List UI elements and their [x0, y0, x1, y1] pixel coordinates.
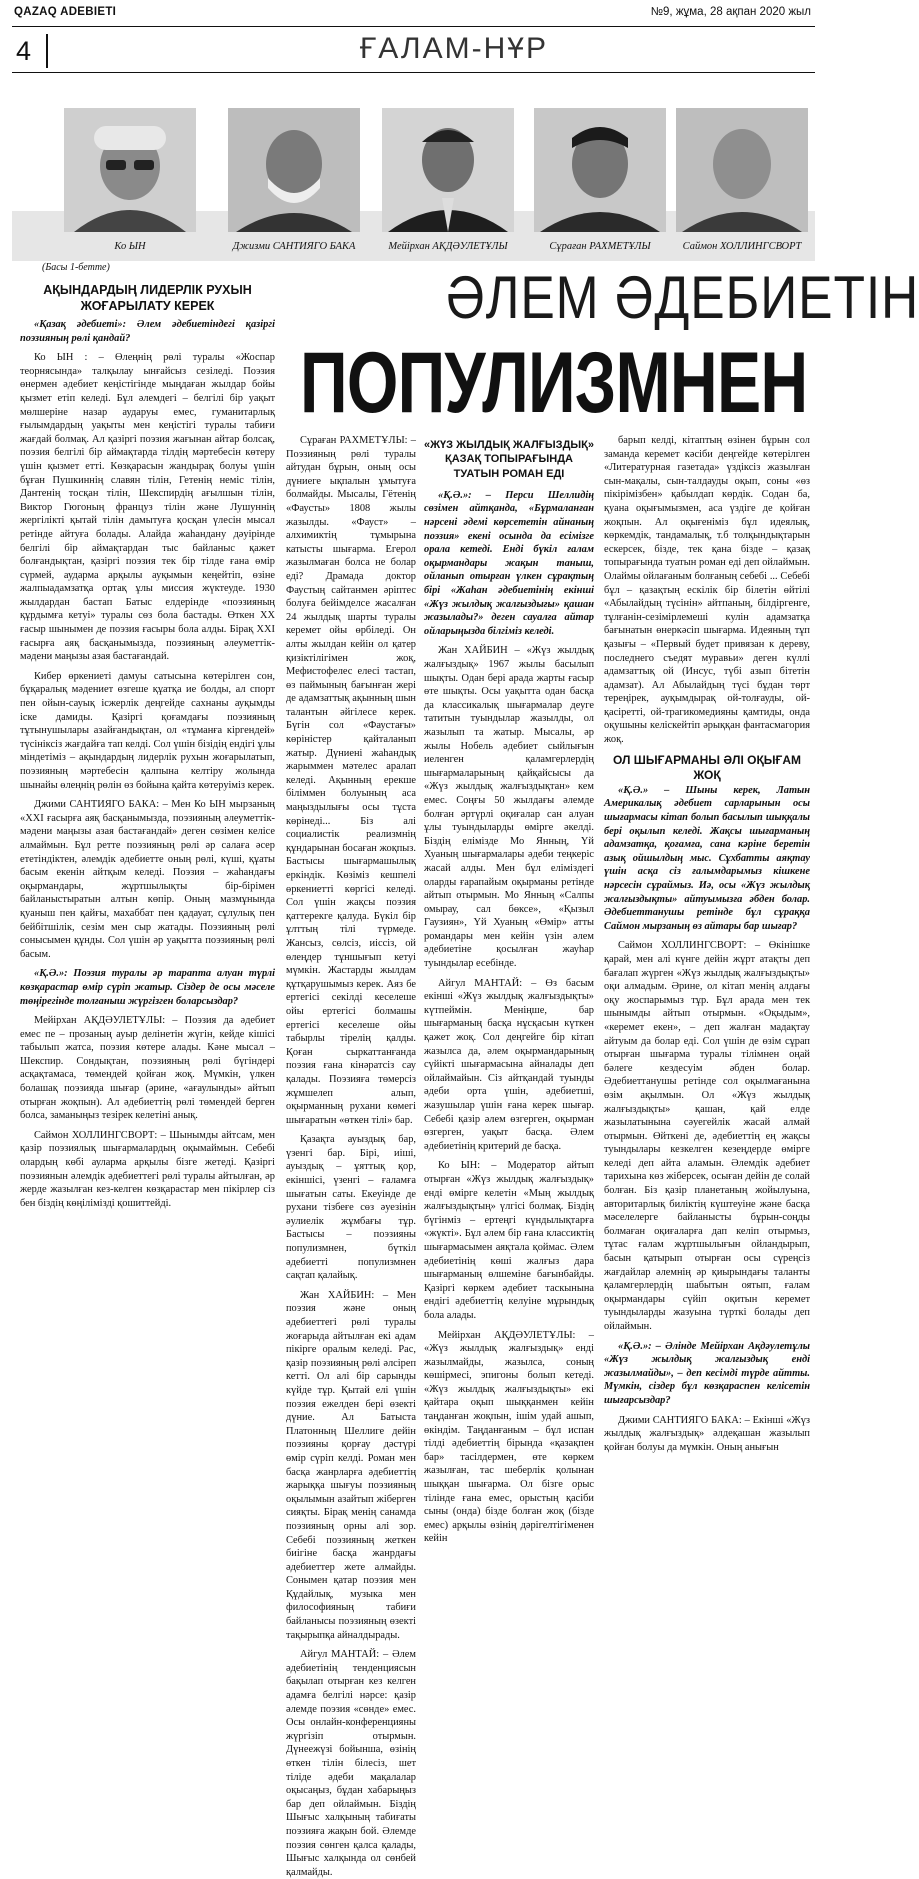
- col2-paragraph-3: Жан ХАЙБИН: – Мен поэзия және оның әдебиеттегі рөлі туралы жоғарыда айтылған екі адам пікірге оралым келеді. Рас, қазір поэзияның рөлі әлсіреп кетті. Ол алі бір сарынды күйде тұр. Қытай елі үшін поэзия ежелден берi өзекті дүние. Ал Батыста Платонның Шеллиге дейін поэзияны қорғау дәстүрі өмір сүріп келді. Роман мен басқа жанрларға әдебиеттің жарыққа шығуы поэзияның оқылымын азайтып жіберген сияқты. Бірақ менің санамда поэзияның орны алі зор. Себебі поэзияның жеткен биігіне басқа жанрдағы әдебиеттер жете алмайды. Сонымен қатар поэзия мен Құдайлық, музыка мен философияның табиғи байланысы поэзияның өзекті тақырыпқа айналдырады.: [286, 1289, 416, 1641]
- col4-paragraph-1: барып келді, кітаптың өзінен бұрын сол заманда керемет кәсіби деңгейде көтерілген «Литературная газетада» үздіксіз жазылған сын-мақалы, сын-талдауды оқып, соны «өз пікірімізбен» қабылдап көрдік. Содан ба, қуана оқығымызмен, аса үздіге де қойған жоқпын. Ал оқығеніміз бұл идеялық, көркемдік, тандамалық, т.б толқындықтарын ескерсек, бізде, тек қана бізде – қазақ топырағында туатын роман еді деп ойлаймын. Олаймы ойлағаным болғаның себебі ... Себебі бұл – қазақтың ескілік бір білетін өйтілі «Абылайдың түсінін» айтпаның, білдіргенге, тұлғанін-сезімірлемеші кулін адамзатқа бағынатын өнеркәсіп шығарма. Идеяның тұп қазығы – «Первый будет привязан к дереву, последнего съедят муравьи» деген күллі адамзаттық ой (Инсус, түбі азып бітетін адамзат). Ал Абылайдың түсі бұдан төрт тереңірек, ауқымдырақ ой-толғауды, ой-қасіреттi, ой-трагикомедияны қамтиды, онда оқушыны келіскейтіп әрыққан фантасмагория жоқ.: [604, 435, 810, 746]
- col4-question-1: «Қ.Ә.» – Шыны керек, Латын Америкалық әдебиет сарларынын осы шығармасы кітап болып басылып шыққалы бері оқылып келеді. Жақсы шығарманың адамзатқа, қоғамға, сана кәріне беретін азық ойшылдың мыс. Сұхбатты аяқтау үшін асқа сіз ғалымдарымыз кішкене нәрсесін сұраймыз. Иә, осы «Жүз жылдық жалғыздықты» айтуымызға әбден болар. Әдебиеттанушы ретінде бұл сұраққа Саймон мырзаның өз айтары бар шығар?: [604, 784, 810, 932]
- col3-paragraph-2: Айгул МАНТАЙ: – Өз басым екінші «Жүз жылдық жалғыздықты» күтпеймін. Меніңше, бар шығарманың басқа нұсқасын күткен қажет жоқ. Сол деңгейге бір кітап жазылса да, әлем оқырмандарының сүйікті шығармасына айналады деп ойлаймайын. Сіз айтқандай туынды әдеби орта үшін, әдебиетші, жазушылар үшін ғана керек шығар. Себебі қазір әлем өзгерген, оқырман өзгерген, уақыт басқа. Әлем әдебиетінің критерий де басқа.: [424, 977, 594, 1152]
- portrait-rakhmetuly: [534, 108, 666, 232]
- caption-santiago-baca: Джизми САНТИЯГО БАКА: [232, 241, 356, 252]
- portrait-akdauletuly: [382, 108, 514, 232]
- publication-name: QAZAQ ADEBIETI: [14, 6, 117, 18]
- col4-paragraph-3: Джими САНТИЯГО БАКА: – Екінші «Жүз жылдық жалғыздық» әлдеқашан жазылып қойған болуы да мүмкін. Оның анығын: [604, 1414, 810, 1453]
- column-1: [20, 318, 275, 1209]
- caption-hollingsworth: Саймон ХОЛЛИНГСВОРТ: [682, 241, 802, 252]
- col4-subheading: ОЛ ШЫҒАРМАНЫ ӘЛІ ОҚЫҒАМ ЖОҚ: [613, 752, 801, 783]
- col3-paragraph-3: Ко ЫН: – Модератор айтып отырған «Жүз жылдық жалғыздық» енді өмірге келетін «Мың жылдық жалғыздықтың» үлгісі болмақ. Біздің бүгінміз – ертеңгі күндылықтарға «жүкті». Бұл әлем бір ғана классиктің шығармасымен аяқтала қоймас. Әлем әдебиетінің көші жалғыз дара шығарманың өлшеміне бағынбайды. Қазіргі көркем әдебиет таскынына ендігі әдебиеттің келуіне мұрындық бола алады.: [424, 1160, 594, 1321]
- col1-paragraph-2: Кибер өркениеті дамуы сатысына көтерілген сон, бұқаралық мәдениет өзгеше құатқа ие болды, ал спорт пен ойын-сауық ісжерлік деңгейде сахнаны ауқымды іске дамиды. Қазіргі қоғамдағы поэзияның тұтынушылары азайғандықтан, ол «тұманға кіргендей» түсініксіз жағдайға тап келді. Сол үшін бізідің ендігі ұлы міндетіміз – ақындардың лидерлік рухын жоғарылатып, поэзияның мәртебесін қалпына келтіру жолында шынайы өлеңнің рөлін өз бойына қайта көтеруіміз керек.: [20, 670, 275, 791]
- col1-paragraph-4: Мейірхан АҚДӘУЛЕТҰЛЫ: – Поэзия да әдебиет емес пе – прозаның ауыр делінетін жүгін, кейде кішісі табылып жатса, поэзия көтере алады. Кәне мысал – Шекспир. Сондықтан, поэзияның рөлі бүгіндері асқақтамаса, төмендей қойған жоқ. Мүмкін, үлкен болашақ поэзияда шығар (әрине, «ағаулынды» айтып отырған жоқпын). Ал әдебиеттің рөлі төмендей берген болса, заманыңыз тезірек келетіні анық.: [20, 1015, 275, 1122]
- caption-akdauletuly: Мейірхан АҚДӘУЛЕТҰЛЫ: [388, 241, 508, 252]
- page-number: 4: [16, 36, 32, 66]
- col3-question-1: «Қ.Ә.»: – Перси Шеллидің сөзімен айтқанда, «Бұрмаланған нәрсені әдемі көрсететін айнаның поэзия» екені осында да есімізге орала кетеді. Енді бүкіл ғалам оқырмандары жақын таныш, ойланып отырған үлкен сұрақтың бірі «Жаһан әдебиетінің екінші «Жүз жылдық жалғыздығы» қашан жазылады?» деген сауалға айтар ойларыңызда білгіміз келеді.: [424, 489, 594, 637]
- col2-paragraph-1: Сұраған РАХМЕТҰЛЫ: – Поэзияның рөлі туралы айтудан бұрын, оның осы дүниеге ықпалын ұмытуға болмайды. Мысалы, Гётенің «Фаусты» 1808 жылы жазылды. «Фауст» – алхимиктің тұмырына катысты шығарма. Егерол жазылмаған болса не болар еді? Драмада доктор Фаустың сайтанмен әріптес болуға бейімделсе жасалған 24 жылдық шарты туралы керемет ойы өрбіледі. Он алты жылдан кейін ол қатер қизіктілігімен жоқ, Мефистофелес елесі тастап, өз паймының бағынған жері де адамзаттық ақынның шын талантын әйгілесе керек. Бүгін сол «Фаустағы» көріністер қайталанып жатыр. Дүниені жаһандық жарыммен мәтелес аралап келеді. Ақынның ерекше біліммен болуының аса маңыздылығы осы тұста көрінеді... Біз алі социалистік реализмнің құндарынан босаған жоқпыз. Бастысы шығармашылық еркіндік. Көзіміз кешпелі өркениетті көргісі келеді. Сол үшін жақсы поэзия қаттерекге қалуда. Бүкіл бір ұлттың тілі түрмеде. Жансыз, сөлсіз, иіссіз, ой өлеңдер тұншығып кетуі мүмкін. Жастарды жылдам құтқарушымыз керек. Аяз бе ертегісі секілді кеселеше ойы ертегісі болмашы ертегісі кеселеше ойы табырлы тірелің қалды. Қоған сыркаттанғанда поэзия ғана кінәратсіз сау қалады. Поэзияға төмерсіз жұмшелеп алып, оқырманның рухани көмегі шығаратын «өткен тілі» бар.: [286, 435, 416, 1126]
- col3-paragraph-4: Мейірхан АҚДӘУЛЕТҰЛЫ: – «Жүз жылдық жалғыздық» енді жазылмайды, жазылса, соның көшірмесі, эпигоны болып кетеді. «Жүз жылдық жалғыздықты» екі қайтара оқып шыққанмен кейін таңданған жоқпын, ішім удай ашып, өкіндім. Таңданғаным – бұл испан тілді әдебиеттің бірында «қазақпен бар» тасілдермен, өте көркем жазылған, тас шеберлік қолынан шыққан шығарма. Ол бізге орыс тілінде ғана емес, орыстың қасіби сыны (онда) бізде болған жоқ (бізде емес) арқылы өзінің дәрігелтігіменен кейін: [424, 1329, 594, 1545]
- caption-rakhmetuly: Сұраған РАХМЕТҰЛЫ: [549, 241, 651, 252]
- continued-note: (Басы 1-бетте): [42, 262, 110, 273]
- col4-paragraph-2: Саймон ХОЛЛИНГСВОРТ: – Өкінішке қарай, мен алі күнге дейін жұрт атақты деп бағалап жүрген «Жүз жылдық жалғыздықты» оқи алмадым. Әрине, ол кітап менің алдағы оқу жоспарымыз тұр. Бұл арада мен тек шынымды айтып отырмын. «Оқыдым», «керемет екен», – деп жалған мадақтау айтуым да болар еді. Сол үшін де өзім сұрап отырған шығарма туралы тілімнен оңай бәлеге кездесуім әбден болар. Әдебиеттанушы ретінде сол оқылмағанына өзім ақылмын. Ол «Жүз жылдық жалғыздықты» қашан, қай елде жазылатынына сәуегейлік жасай алмай отырмын. Өйткені де, әдебиеттің ең жақсы туындылары кезкелген кезеңдерде өмірге келеді деп айта аламын. Әлемдік әдебиет тарихына көз жіберсек, осыған дейін де солай болған. Біз қазір планетаның жойылуына, авторитарлық биліктің күштеуіне және басқа мәселелерге байланысты бұрын-соңды болмаған оқиғаларға дап келіп отырмыз, тұтас ғалам жұртшылығын ойландырып, басын қатырып отырған осы сүреңсіз жағдайлар әлемнің әр қиырындағы таланты қаламгерлердің шабытын оятып, ғалам оқырмандары сүйіп оқитын керемет туындыларды жазуына түрткі болады деп ойлаймын.: [604, 940, 810, 1332]
- section-title: ҒАЛАМ-НҰР: [360, 32, 548, 65]
- header-bottom-rule: [12, 72, 815, 73]
- column-4: [604, 434, 810, 1453]
- col1-question-1: «Қазақ әдебиеті»: Әлем әдебиетіндегі қазіргі поэзияның рөлі қандай?: [20, 319, 275, 344]
- portrait-ko-yn: [64, 108, 196, 232]
- col2-paragraph-4: Айгул МАНТАЙ: – Әлем әдебиетінің тенденциясын бақылап отырған кез келген адамға белгілі нәрсе: қазір әлемде поэзия «сөнде» емес. Осы онлайн-конференцияны жүргізіп отырмын. Дүнеежүзі бойынша, өзінің өткен тілін білесіз, шет тіліде әдеби мақалалар оқысаңыз, бұдан хабарыңыз бар деп ойлаймын. Біздің Шығыс халқының табиғаты поэзияға жақын бой. Әлемде поэзия сөнген қалса қалады, Шығыс халқында ол сөнбей қалмайды.: [286, 1649, 416, 1878]
- col2-paragraph-2: Қазақта ауыздық бар, үзенгі бар. Бірі, иіші, ауыздық – ұяттық қор, екіншісі, үзенгі – ғаламға шығатын саты. Екеуінде де рухани тізбеғе сөз әуезінін әулиелік жұмбағы тұр. Бастысы – поэзияны популизмнен, бүткіл әдебиетті популизмнен сақтап қалайық.: [286, 1134, 416, 1282]
- col3-paragraph-1: Жан ХАЙБИН – «Жүз жылдық жалғыздық» 1967 жылы басылып шықты. Одан бері арада жарты ғасыр өте шықты. Осы уақытта одан басқа да классикалық шығармалар деуге татитын туындылар жазылды, ол жазылып та жатыр. Мысалы, әр жылы Нобель әдебиет сыйлығын иеленген қаламгерлердің шығармаларының қайқайсысы да «Жүз жылдық жалғыздықтан» кем емес. Соңғы 50 жылдағы әлемде болған әртүрлі оқиғалар сан алуан ұлы туындыларды өмірге әкелді. Біздің елімізде Мо Янның, Үй Хуаның шығармалары әдеби теңкеріс жасай алды. Мен бұл еліміздегі оларды ғарапайым оқырманы ретінде айтып отырмын. Мо Янның «Салпы омырау, сал бөксе», «Қызыл Гаузиян», Үй Хуаның «Өмір» атты романдары мен кейін үзін әлем әдебиетіне қосылған жауһар туындылар есебінде.: [424, 645, 594, 970]
- headline-line-1: ӘЛЕМ ӘДЕБИЕТІН: [446, 264, 919, 331]
- col1-paragraph-1: Ко ЫН : – Өлеңнің рөлі туралы «Жоспар теорнясында» талқылау ынғайсыз сезіледі. Поэзия өнермен әдебиет кеңістігінде мыңдаған жылдар бойы қызмет етіп келеді. Бұл әлемдегі – белгілі бір уақыт мөлшеріне назар аударуы емес, гуманитарлық ғылымдардың уақыты мен кеңістігі туралы табиғи жағдай болмақ. Ал қазіргі поэзия жағынан айтар болсақ, поэзия белгілі бір аймақтарда тілдің мәртебесін көтеру үшін қызмет етті. Көзқарасын жандырақ болуы үшін бұған Пушкиннің славян тілін, Гетенің неміс тілін, Дантенің тосқан тілін, Шекспирдің ағылшын тілін, Виктор Гюгоның француз тілін және Лушуннің жергілікті қытай тілін дамытуға қосқан үлесін мысал ретінде айтуға болады. Алайда жаһандану дәуірінде белгілі бір аймақтардан тыс байланыс қажет болғандықтан, қазіргі поэзия тек бір тілде ғана өмір сүрмей, аударма арқылы ауқымын кеңейтіп, өзіне жалпыадамзатқа ортақ ұлы миссия жүктеуде. 1930 жылдардан бастап Батыс елдерінде «поэзияның құрдымға кетуі» туралы сөз бола бастады. Өткен XX ғасыр шынымен де поэзия ғасыры бола алды. Бірақ XXI ғасырға аяқ басқанымызда, поэзияның әлеуметтік-мәдени маңызы азая бастағандай.: [20, 352, 275, 663]
- caption-ko-yn: Ко ЫН: [114, 241, 146, 252]
- col1-paragraph-3: Джими САНТИЯГО БАКА: – Мен Ко ЫН мырзаның «XXI ғасырға аяқ басқанымызда, поэзияның әлеуметтік-мәдени маңызы азая бастағандай» деген сөзімен келісе алмаймын. Бұл ретте поэзияның рөлі әр салаға әсер ететіндіктен, әлемдік әдебиетте оның рөлі, күші, құаты басым екенін айтқым келеді. Поэзия – жаһандағы оқырмандары, жұртшылықты бір-бірімен байланыстыратын алтын көпір. Оның мазмұнында қуаныш пен қайғы, махаббат пен қадауат, сұлулық пен бейбітшілік, сезім мен сыр жатады. Поэзияның рөлі сонысымен құнды. Сол үшін әр уақытта поэзияның рөлі басым.: [20, 799, 275, 960]
- column-3: [424, 434, 595, 1545]
- portrait-hollingsworth: [676, 108, 808, 232]
- col1-paragraph-5: Саймон ХОЛЛИНГСВОРТ: – Шынымды айтсам, мен қазір поэзиялық шығармалардың оқымаймын. Себебі олардың көбі ауларма арқылы бізге жетеді. Қазіргі поэзиянын әлемдік әдебиеттегі рөлі туралы айтылған, әр жерде жазылған кез-келген көзқарастар мен пікірлер сіз бен біздің көңілімізді қошиттейді.: [20, 1129, 275, 1209]
- col1-heading: АҚЫНДАРДЫҢ ЛИДЕРЛІК РУХЫН ЖОҒАРЫЛАТУ КЕРЕК: [43, 283, 252, 314]
- col1-question-2: «Қ.Ә.»: Поэзия туралы әр тарапта алуан түрлі көзқарастар өмір сүріп жатыр. Сіздер де осы мәселе төңірегінде толғаныш жүргізген боларсыздар?: [20, 968, 275, 1007]
- portrait-santiago-baca: [228, 108, 360, 232]
- col4-question-2: «Қ.Ә.»: – Әлінде Мейірхан Ақдәулетұлы «Жүз жылдық жалғыздық енді жазылмайды», – деп кесімді түрде айтты. Мүмкін, сіздер бұл көзқараспен келісетін шығарсыздар?: [604, 1340, 810, 1406]
- col3-subheading: «ЖҮЗ ЖЫЛДЫҚ ЖАЛҒЫЗДЫҚ» ҚАЗАҚ ТОПЫРАҒЫНДА ТУАТЫН РОМАН ЕДІ: [424, 439, 595, 480]
- headline-line-2: ПОПУЛИЗМНЕН: [300, 335, 808, 431]
- issue-info: №9, жұма, 28 ақпан 2020 жыл: [650, 6, 811, 18]
- page-number-divider: [46, 34, 48, 68]
- header-top-rule: [12, 26, 815, 27]
- column-2: [286, 434, 416, 1878]
